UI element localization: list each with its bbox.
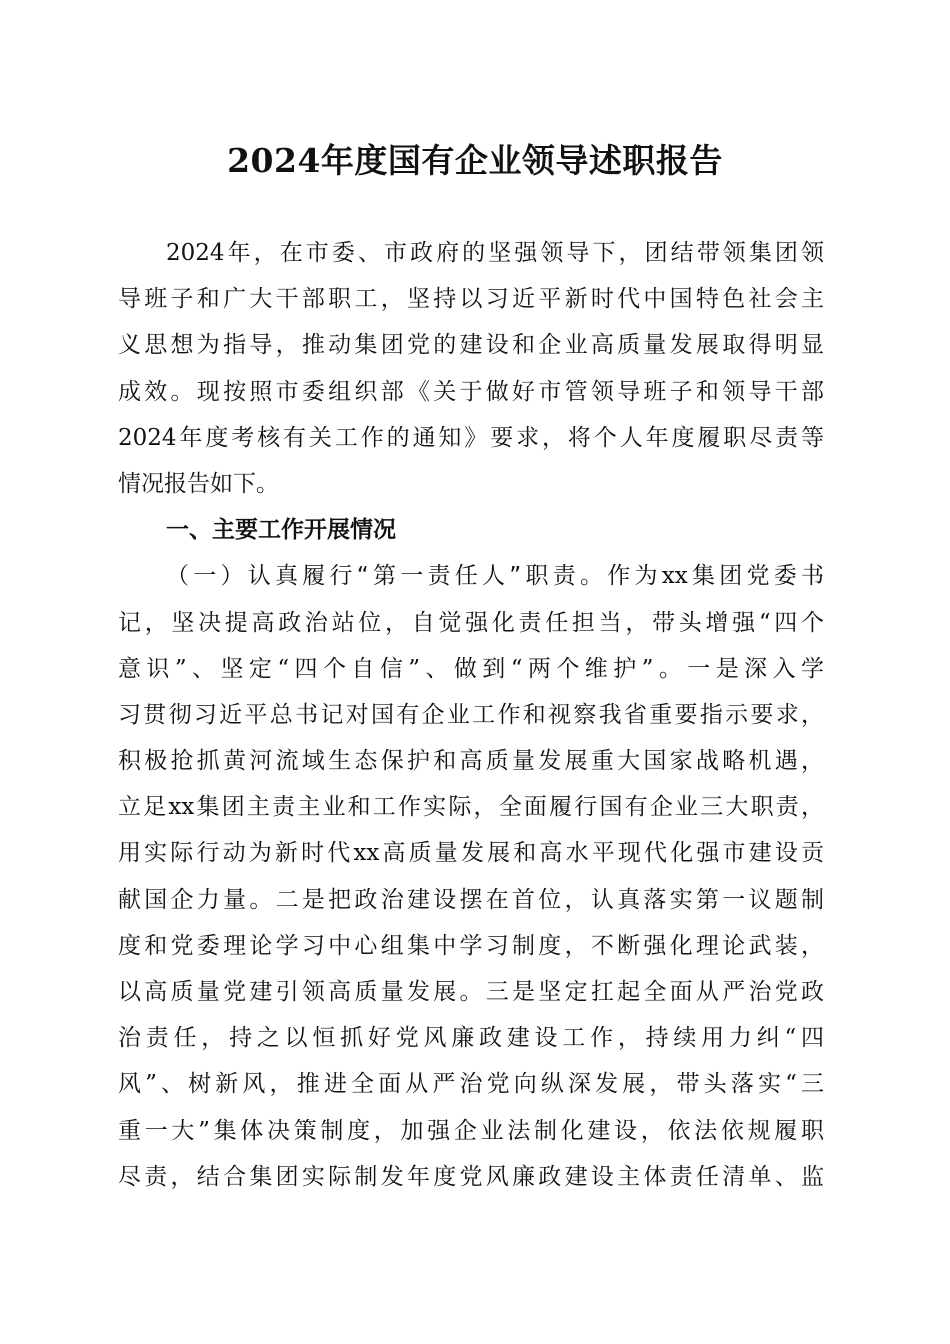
body-line: 度和党委理论学习中心组集中学习制度，不断强化理论武装， [118, 932, 824, 959]
document-body [118, 230, 824, 1200]
subsection-first-line [118, 553, 824, 599]
body-line: 治责任，持之以恒抓好党风廉政建设工作，持续用力纠“四 [118, 1025, 824, 1052]
body-line: 风”、树新风，推进全面从严治党向纵深发展，带头落实“三 [118, 1071, 824, 1098]
body-line: 立足xx集团主责主业和工作实际，全面履行国有企业三大职责， [118, 794, 824, 821]
body-line: 重一大”集体决策制度，加强企业法制化建设，依法依规履职 [118, 1117, 824, 1144]
body-line: 献国企力量。二是把政治建设摆在首位，认真落实第一议题制 [118, 886, 824, 913]
document-title: 2024年度国有企业领导述职报告 [227, 141, 723, 180]
body-line: 尽责，结合集团实际制发年度党风廉政建设主体责任清单、监 [118, 1163, 824, 1190]
intro-line: 导班子和广大干部职工，坚持以习近平新时代中国特色社会主 [118, 286, 824, 313]
intro-line: 2024年度考核有关工作的通知》要求，将个人年度履职尽责等 [118, 424, 824, 451]
intro-line: 义思想为指导，推动集团党的建设和企业高质量发展取得明显 [118, 332, 824, 359]
body-line: 记，坚决提高政治站位，自觉强化责任担当，带头增强“四个 [118, 609, 824, 636]
body-line: 积极抢抓黄河流域生态保护和高质量发展重大国家战略机遇， [118, 748, 824, 775]
intro-line: 成效。现按照市委组织部《关于做好市管领导班子和领导干部 [118, 378, 824, 405]
section-heading: 一、主要工作开展情况 [166, 517, 396, 544]
body-line: 以高质量党建引领高质量发展。三是坚定扛起全面从严治党政 [118, 979, 824, 1005]
subsection-first-line-rest: 作为xx集团党委书 [607, 563, 824, 590]
subsection-label: （一）认真履行“第一责任人”职责。 [166, 563, 608, 590]
intro-line: 2024年，在市委、市政府的坚强领导下，团结带领集团领 [166, 240, 824, 266]
body-line: 习贯彻习近平总书记对国有企业工作和视察我省重要指示要求， [118, 701, 824, 728]
intro-line: 情况报告如下。 [118, 470, 279, 497]
body-line: 用实际行动为新时代xx高质量发展和高水平现代化强市建设贡 [118, 840, 824, 867]
body-line: 意识”、坚定“四个自信”、做到“两个维护”。一是深入学 [118, 655, 824, 682]
